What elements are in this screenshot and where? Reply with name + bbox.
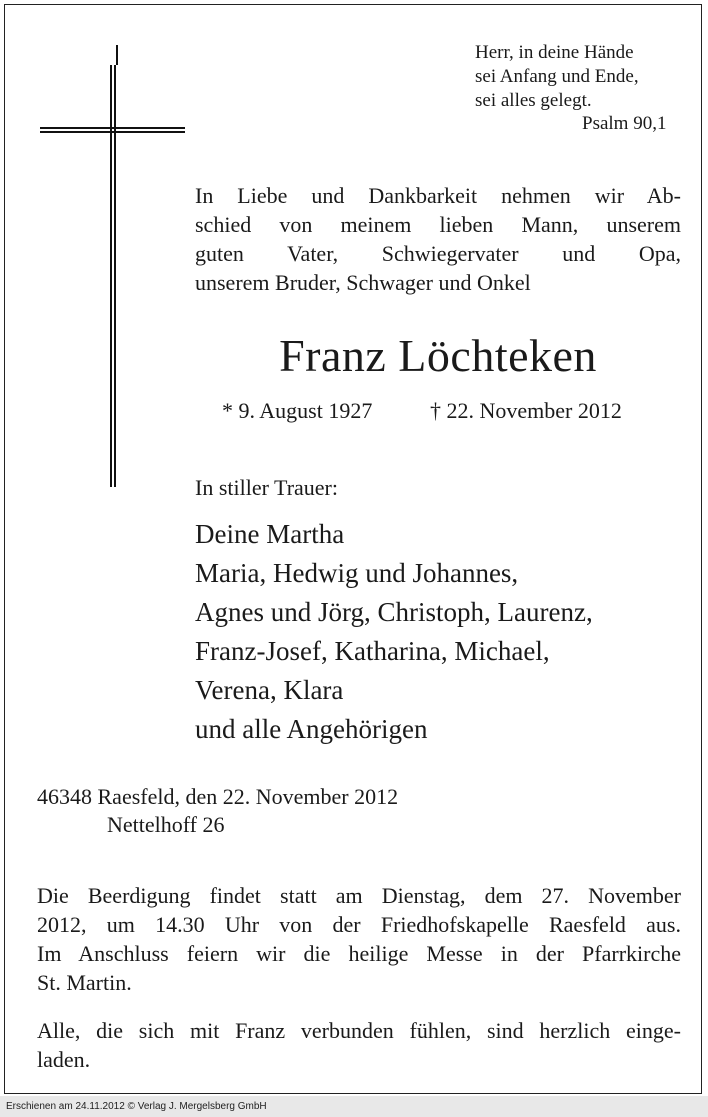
birth-date: * 9. August 1927 <box>222 398 373 423</box>
funeral-line: Im Anschluss feiern wir die heilige Messe in der Pfarrkirche <box>37 941 681 966</box>
family-list <box>195 515 593 749</box>
mourning-heading: In stiller Trauer: <box>195 475 338 500</box>
funeral-line: St. Martin. <box>37 970 132 995</box>
psalm-line: sei alles gelegt. <box>475 90 592 111</box>
address-block <box>37 783 398 839</box>
street: Nettelhoff 26 <box>107 812 225 837</box>
invite-line: laden. <box>37 1047 91 1072</box>
family-line: Agnes und Jörg, Christoph, Laurenz, <box>195 597 593 627</box>
place-date: 46348 Raesfeld, den 22. November 2012 <box>37 784 399 809</box>
family-line: Maria, Hedwig und Johannes, <box>195 558 519 588</box>
funeral-line: 2012, um 14.30 Uhr von der Friedhofskapelle Raesfeld aus. <box>37 912 681 937</box>
death-date: † 22. November 2012 <box>430 398 622 423</box>
cross-bar-icon <box>40 127 185 133</box>
invite-line: Alle, die sich mit Franz verbunden fühlen, sind herzlich einge- <box>37 1018 681 1043</box>
deceased-name: Franz Löchteken <box>279 330 597 381</box>
family-line: und alle Angehörigen <box>195 714 428 744</box>
psalm-verse <box>475 41 639 113</box>
cross-top-icon <box>116 45 118 65</box>
psalm-line: sei Anfang und Ende, <box>475 66 639 87</box>
obituary-frame <box>4 4 702 1094</box>
intro-line: unserem Bruder, Schwager und Onkel <box>195 270 531 295</box>
intro-line: guten Vater, Schwiegervater und Opa, <box>195 241 681 266</box>
psalm-line: Herr, in deine Hände <box>475 42 634 63</box>
funeral-info <box>37 881 681 997</box>
funeral-line: Die Beerdigung findet statt am Dienstag, dem 27. November <box>37 883 681 908</box>
family-line: Franz-Josef, Katharina, Michael, <box>195 636 550 666</box>
family-line: Deine Martha <box>195 519 345 549</box>
psalm-reference: Psalm 90,1 <box>582 113 667 134</box>
intro-text <box>195 181 681 297</box>
intro-line: schied von meinem lieben Mann, unserem <box>195 212 681 237</box>
intro-line: In Liebe und Dankbarkeit nehmen wir Ab- <box>195 183 681 208</box>
family-line: Verena, Klara <box>195 675 344 705</box>
invitation-text <box>37 1016 681 1074</box>
publication-footer: Erschienen am 24.11.2012 © Verlag J. Mergelsberg GmbH <box>6 1101 267 1112</box>
